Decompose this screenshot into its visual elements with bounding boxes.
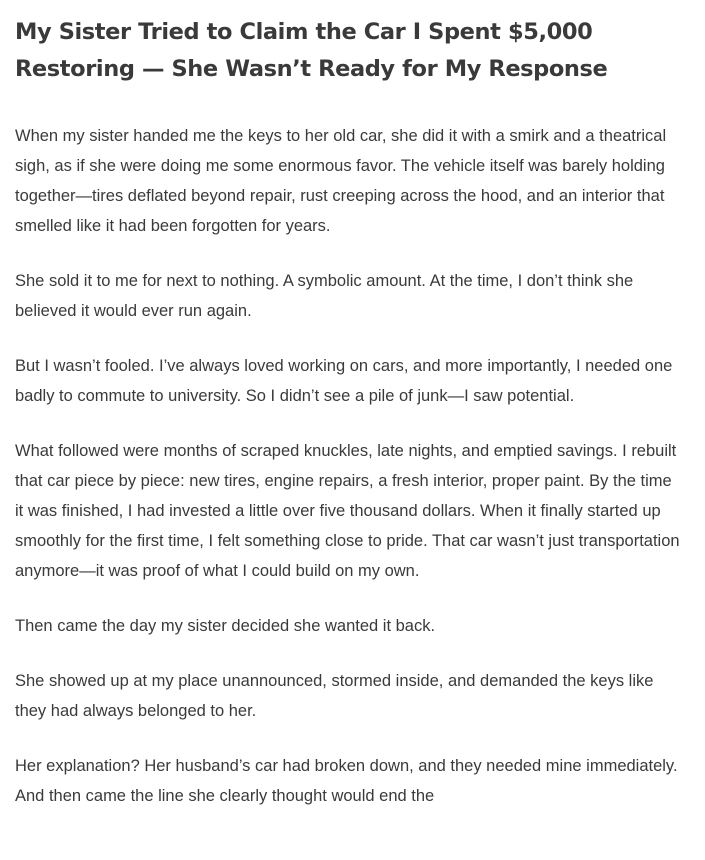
paragraph: When my sister handed me the keys to her old car, she did it with a smirk and a theatrical sigh, as if she were doing me some enormous favor. The vehicle itself was barely holding together—tires deflated beyond repair, rust creeping across the hood, and an interior that smelled like it had been forgotten for years. <box>15 127 667 235</box>
article <box>15 0 695 836</box>
paragraph: What followed were months of scraped knuckles, late nights, and emptied savings. I rebuilt that car piece by piece: new tires, engine repairs, a fresh interior, proper paint. By the time it was finished, I had invested a little over five thousand dollars. When it finally started up smoothly for the first time, I felt something close to pride. That car wasn’t just transportation anymore—it was proof of what I could build on my own. <box>15 442 680 580</box>
paragraph: She showed up at my place unannounced, stormed inside, and demanded the keys like they had always belonged to her. <box>15 672 654 720</box>
paragraph: But I wasn’t fooled. I’ve always loved working on cars, and more importantly, I needed one badly to commute to university. So I didn’t see a pile of junk—I saw potential. <box>15 357 673 405</box>
article-body <box>15 121 695 811</box>
paragraph: She sold it to me for next to nothing. A symbolic amount. At the time, I don’t think she believed it would ever run again. <box>15 272 634 320</box>
paragraph: Her explanation? Her husband’s car had broken down, and they needed mine immediately. And then came the line she clearly thought would end the <box>15 757 678 805</box>
paragraph: Then came the day my sister decided she wanted it back. <box>15 617 436 635</box>
article-title: My Sister Tried to Claim the Car I Spent $5,000 Restoring — She Wasn’t Ready for My Response <box>15 19 608 82</box>
